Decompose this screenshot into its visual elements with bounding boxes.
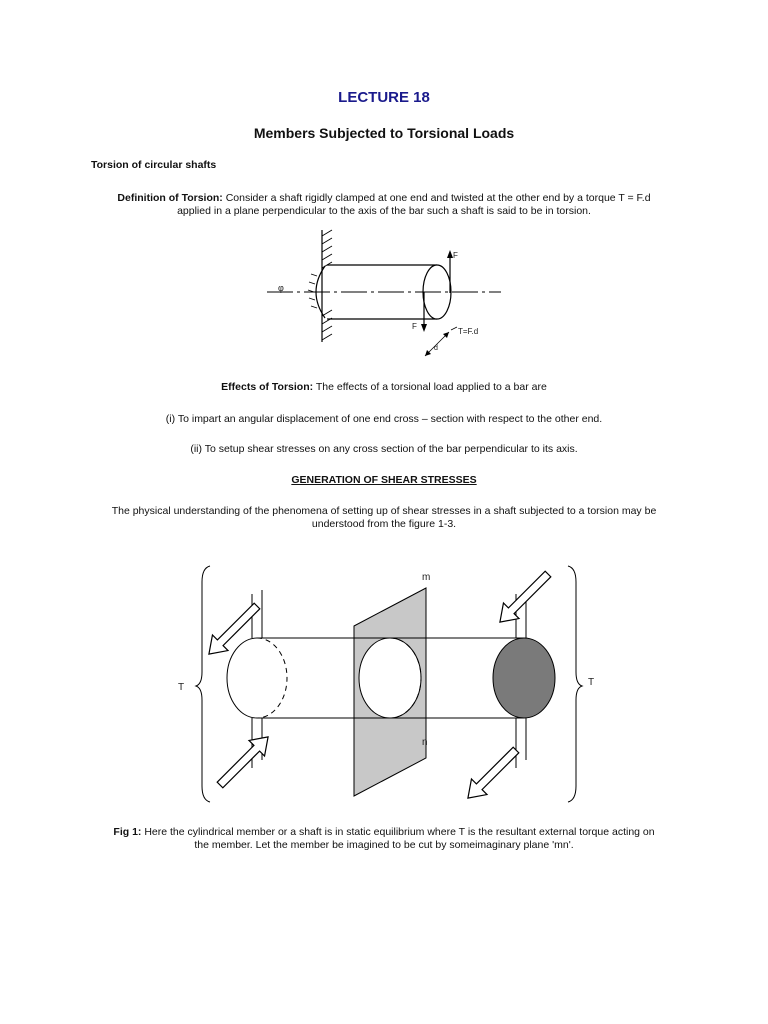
section-heading: Torsion of circular shafts [91,159,217,171]
physical-text-line2: understood from the figure 1-3. [311,518,457,530]
caption-label: Fig 1: [113,826,142,838]
arrow-top-right [492,566,556,630]
right-brace [568,566,582,802]
plane-n-label: n [422,737,428,748]
plane-m-label: m [422,572,431,583]
definition-text-line2: applied in a plane perpendicular to the axis of the bar such a shaft is said to be in torsion. [177,205,591,217]
definition-label: Definition of Torsion: [117,192,223,204]
section-circle [359,638,421,718]
figure-caption [80,826,688,852]
arrow-bottom-left [212,729,276,793]
arrow-bottom-right [460,742,524,806]
shaft-torsion-figure [255,230,525,365]
generation-heading-text: GENERATION OF SHEAR STRESSES [291,474,477,486]
lecture-number: LECTURE 18 [338,89,430,106]
physical-text-line1: The physical understanding of the phenomena of setting up of shear stresses in a shaft subjected to a torsion may be [111,505,657,517]
torque-left-label: T [178,682,185,693]
caption-text-line2: the member. Let the member be imagined to be cut by someimaginary plane 'mn'. [194,839,574,851]
page-title: Members Subjected to Torsional Loads [253,125,515,141]
force-down-arrowhead [421,324,427,332]
effects-text: The effects of a torsional load applied to a bar are [313,381,547,393]
phi-label: φ [278,283,284,293]
wall-hatch [322,230,332,340]
left-end-face-front [227,638,257,718]
effect-item-1: (i) To impart an angular displacement of one end cross – section with respect to the other end. [165,413,603,425]
generation-heading [0,474,768,486]
right-end-face [493,638,555,718]
left-brace [196,566,210,802]
force-bottom-label: F [412,322,417,331]
effects-label: Effects of Torsion: [221,381,314,393]
shaft-section-figure [178,560,595,810]
caption-text-line1: Here the cylindrical member or a shaft is in static equilibrium where T is the resultant external torque acting on [141,826,655,838]
torque-label: T=F.d [458,327,479,336]
left-end-face-hidden [257,638,287,718]
dimension-d-label: d [434,345,438,352]
torque-right-label: T [588,677,595,688]
force-top-label: F [453,251,458,260]
definition-text-line1: Consider a shaft rigidly clamped at one end and twisted at the other end by a torque T = F.d [222,192,651,204]
definition-paragraph [80,192,688,218]
effects-paragraph [0,381,768,394]
physical-understanding-paragraph [70,505,698,531]
effect-item-2: (ii) To setup shear stresses on any cross section of the bar perpendicular to its axis. [190,443,578,455]
